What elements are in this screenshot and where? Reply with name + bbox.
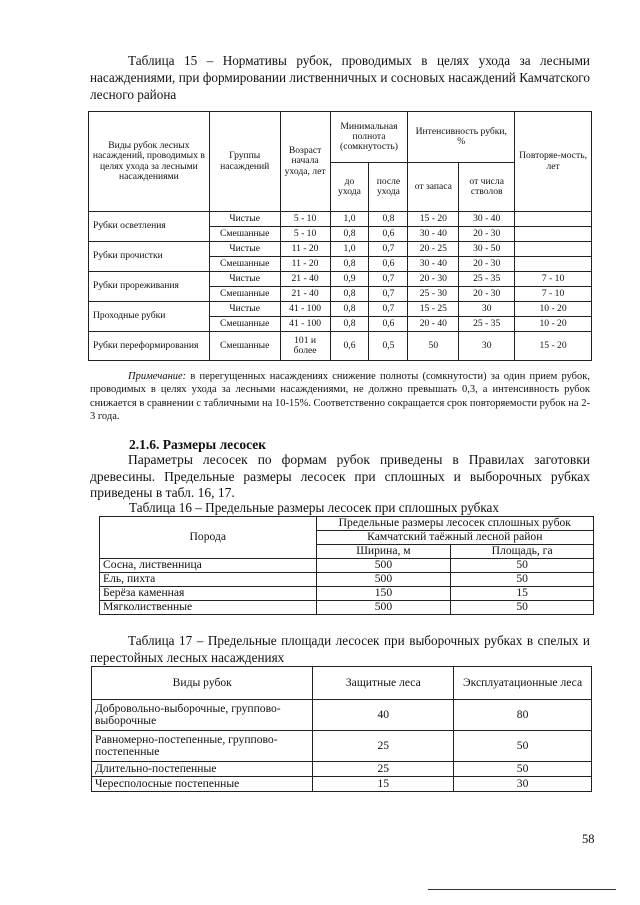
t15-cell-repeat: 7 - 10 — [515, 272, 592, 287]
t16-cell-breed: Берёза каменная — [100, 587, 317, 601]
t15-cell-age: 11 - 20 — [280, 242, 330, 257]
t15-row-type: Проходные рубки — [89, 302, 210, 332]
t17-header-protective: Защитные леса — [313, 667, 454, 700]
t17-header-types: Виды рубок — [92, 667, 313, 700]
t16-header-area: Площадь, га — [451, 545, 594, 559]
t15-cell-age: 5 - 10 — [280, 212, 330, 227]
t15-cell-before: 1,0 — [330, 212, 369, 227]
t15-cell-after: 0,7 — [369, 242, 408, 257]
t15-cell-group: Смешанные — [209, 332, 280, 361]
t15-cell-repeat — [515, 242, 592, 257]
t15-cell-repeat: 7 - 10 — [515, 287, 592, 302]
t15-row-type: Рубки прореживания — [89, 272, 210, 302]
t15-cell-group: Чистые — [209, 272, 280, 287]
section-heading: 2.1.6. Размеры лесосек — [129, 437, 266, 452]
t15-cell-repeat — [515, 257, 592, 272]
t15-cell-before: 0,8 — [330, 317, 369, 332]
t15-cell-group: Смешанные — [209, 227, 280, 242]
t15-row-type: Рубки осветления — [89, 212, 210, 242]
t15-cell-before: 0,9 — [330, 272, 369, 287]
t15-cell-stems: 30 — [459, 302, 515, 317]
t15-cell-repeat — [515, 227, 592, 242]
t17-header-exploitation: Эксплуатационные леса — [454, 667, 592, 700]
t17-cell-exploitation: 50 — [454, 731, 592, 762]
t15-cell-stems: 20 - 30 — [459, 287, 515, 302]
t15-cell-age: 41 - 100 — [280, 317, 330, 332]
t17-cell-type: Длительно-постепенные — [92, 762, 313, 777]
t17-cell-protective: 15 — [313, 777, 454, 792]
t15-row-type: Рубки переформирования — [89, 332, 210, 361]
t16-cell-area: 15 — [451, 587, 594, 601]
note-text: в перегущенных насаждениях снижение полноты (сомкнутости) за один прием рубок, проводимых в целях ухода за лесными насаждениями, не должно превышать 0,3, а интенсивность рубок снижается в сравнении с табличными на 10-15%. Соответственно сокращается срок повторяемости рубок на 2-3 года. — [90, 371, 590, 422]
t15-header-repeat: Повторяе-мость, лет — [515, 112, 592, 212]
t16-cell-breed: Ель, пихта — [100, 573, 317, 587]
footer-divider — [428, 889, 616, 890]
t15-cell-group: Чистые — [209, 242, 280, 257]
t15-cell-after: 0,6 — [369, 227, 408, 242]
t15-cell-stems: 30 - 50 — [459, 242, 515, 257]
t17-cell-exploitation: 30 — [454, 777, 592, 792]
t16-cell-breed: Сосна, лиственница — [100, 559, 317, 573]
t15-cell-before: 0,8 — [330, 287, 369, 302]
table15 — [88, 111, 592, 361]
t15-cell-stock: 25 - 30 — [408, 287, 459, 302]
t16-header-region: Камчатский таёжный лесной район — [316, 531, 593, 545]
t16-cell-area: 50 — [451, 559, 594, 573]
t17-cell-type: Чересполосные постепенные — [92, 777, 313, 792]
t15-header-intensity-stock: от запаса — [408, 163, 459, 212]
t15-cell-group: Смешанные — [209, 287, 280, 302]
table16-caption: Таблица 16 – Предельные размеры лесосек при сплошных рубках — [129, 500, 499, 515]
t15-cell-before: 1,0 — [330, 242, 369, 257]
page-number: 58 — [582, 832, 595, 846]
t15-cell-stems: 20 - 30 — [459, 257, 515, 272]
t17-cell-protective: 25 — [313, 762, 454, 777]
t15-cell-after: 0,6 — [369, 257, 408, 272]
t15-cell-stock: 20 - 25 — [408, 242, 459, 257]
t15-cell-stems: 25 - 35 — [459, 272, 515, 287]
t15-cell-age: 41 - 100 — [280, 302, 330, 317]
table15-note — [90, 370, 590, 423]
t15-cell-stock: 30 - 40 — [408, 257, 459, 272]
t15-cell-age: 21 - 40 — [280, 287, 330, 302]
t16-cell-area: 50 — [451, 601, 594, 615]
t15-cell-group: Чистые — [209, 212, 280, 227]
table17 — [91, 666, 592, 792]
section-paragraph: Параметры лесосек по формам рубок приведены в Правилах заготовки древесины. Предельные размеры лесосек при сплошных и выборочных рубках приведены в табл. 16, 17. — [90, 452, 590, 500]
t17-cell-exploitation: 50 — [454, 762, 592, 777]
t15-cell-age: 21 - 40 — [280, 272, 330, 287]
t15-cell-stems: 25 - 35 — [459, 317, 515, 332]
t15-cell-group: Смешанные — [209, 257, 280, 272]
t15-cell-after: 0,7 — [369, 302, 408, 317]
t15-cell-age: 5 - 10 — [280, 227, 330, 242]
t15-cell-stems: 30 — [459, 332, 515, 361]
table15-caption: Таблица 15 – Нормативы рубок, проводимых в целях ухода за лесными насаждениями, при формировании лиственничных и сосновых насаждений Камчатского лесного района — [90, 53, 590, 102]
t15-cell-after: 0,5 — [369, 332, 408, 361]
t15-cell-stock: 20 - 40 — [408, 317, 459, 332]
t15-header-density-before: до ухода — [330, 163, 369, 212]
t16-cell-width: 500 — [316, 573, 451, 587]
t15-cell-after: 0,7 — [369, 287, 408, 302]
t15-cell-age: 101 и более — [280, 332, 330, 361]
t15-cell-repeat — [515, 212, 592, 227]
t17-cell-protective: 40 — [313, 700, 454, 731]
t15-header-intensity: Интенсивность рубки, % — [408, 112, 515, 163]
t16-cell-width: 500 — [316, 601, 451, 615]
t16-cell-width: 150 — [316, 587, 451, 601]
t15-cell-before: 0,8 — [330, 227, 369, 242]
t15-cell-group: Чистые — [209, 302, 280, 317]
t16-header-breed: Порода — [100, 517, 317, 559]
note-label: Примечание: — [128, 371, 187, 382]
t15-cell-after: 0,6 — [369, 317, 408, 332]
table17-caption: Таблица 17 – Предельные площади лесосек при выборочных рубках в спелых и перестойных лесных насаждениях — [90, 633, 590, 665]
t15-cell-repeat: 10 - 20 — [515, 302, 592, 317]
t15-cell-repeat: 10 - 20 — [515, 317, 592, 332]
t16-cell-area: 50 — [451, 573, 594, 587]
t17-cell-type: Добровольно-выборочные, группово-выборочные — [92, 700, 313, 731]
t16-cell-width: 500 — [316, 559, 451, 573]
t15-cell-repeat: 15 - 20 — [515, 332, 592, 361]
t15-cell-before: 0,8 — [330, 302, 369, 317]
t15-cell-stock: 15 - 20 — [408, 212, 459, 227]
t15-cell-after: 0,8 — [369, 212, 408, 227]
t15-cell-stock: 20 - 30 — [408, 272, 459, 287]
t15-cell-before: 0,8 — [330, 257, 369, 272]
t15-cell-stock: 50 — [408, 332, 459, 361]
t16-header-limits: Предельные размеры лесосек сплошных рубок — [316, 517, 593, 531]
t15-header-types: Виды рубок лесных насаждений, проводимых в целях ухода за лесными насаждениями — [89, 112, 210, 212]
t15-cell-age: 11 - 20 — [280, 257, 330, 272]
t16-cell-breed: Мягколиственные — [100, 601, 317, 615]
t15-cell-stock: 30 - 40 — [408, 227, 459, 242]
t15-row-type: Рубки прочистки — [89, 242, 210, 272]
t17-cell-exploitation: 80 — [454, 700, 592, 731]
t15-cell-before: 0,6 — [330, 332, 369, 361]
t15-cell-stems: 30 - 40 — [459, 212, 515, 227]
t15-header-density: Минимальная полнота (сомкнутость) — [330, 112, 408, 163]
table16 — [99, 516, 594, 615]
t15-cell-stock: 15 - 25 — [408, 302, 459, 317]
t17-cell-protective: 25 — [313, 731, 454, 762]
t17-cell-type: Равномерно-постепенные, группово-постепенные — [92, 731, 313, 762]
t15-header-intensity-stems: от числа стволов — [459, 163, 515, 212]
t15-header-density-after: после ухода — [369, 163, 408, 212]
t15-cell-stems: 20 - 30 — [459, 227, 515, 242]
t15-cell-group: Смешанные — [209, 317, 280, 332]
t15-header-groups: Группы насаждений — [209, 112, 280, 212]
t15-cell-after: 0,7 — [369, 272, 408, 287]
t15-header-age: Возраст начала ухода, лет — [280, 112, 330, 212]
t16-header-width: Ширина, м — [316, 545, 451, 559]
